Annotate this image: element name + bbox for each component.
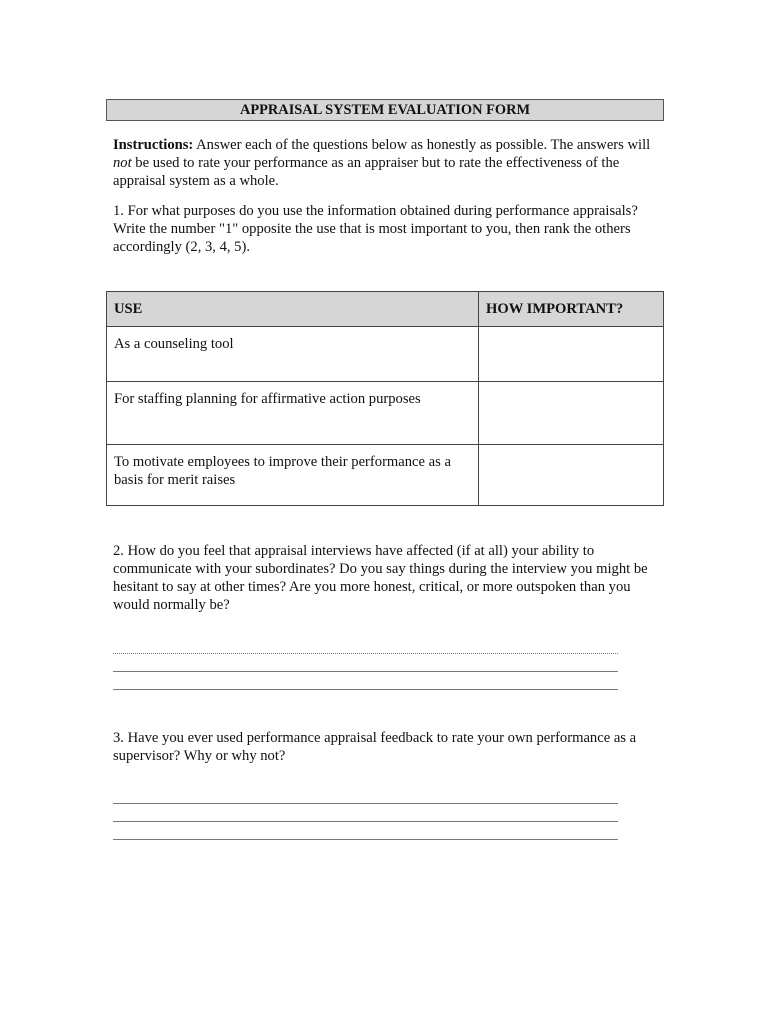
importance-cell[interactable] [479, 382, 664, 445]
column-header-use: USE [107, 292, 479, 327]
answer-line-q3-1[interactable] [113, 803, 618, 804]
column-header-importance: HOW IMPORTANT? [479, 292, 664, 327]
instructions [113, 136, 665, 190]
table-row [107, 445, 664, 506]
use-cell: To motivate employees to improve their performance as a basis for merit raises [107, 445, 479, 506]
table-header-row [107, 292, 664, 327]
instructions-text-b: be used to rate your performance as an appraiser but to rate the effectiveness of the appraisal system as a whole. [113, 155, 620, 189]
form-title: APPRAISAL SYSTEM EVALUATION FORM [106, 99, 664, 121]
answer-line-q3-3[interactable] [113, 839, 618, 840]
table-row [107, 382, 664, 445]
instructions-text-a: Answer each of the questions below as honestly as possible. The answers will [193, 137, 651, 153]
answer-line-q2-2[interactable] [113, 671, 618, 672]
importance-cell[interactable] [479, 445, 664, 506]
table-row [107, 327, 664, 382]
question-3: 3. Have you ever used performance appraisal feedback to rate your own performance as a supervisor? Why or why not? [113, 730, 637, 764]
instructions-emphasis: not [113, 155, 132, 171]
answer-line-q3-2[interactable] [113, 821, 618, 822]
question-2: 2. How do you feel that appraisal interviews have affected (if at all) your ability to communicate with your subordinates? Do you say things during the interview you might be hesitant to say at other times? Are you more honest, critical, or more outspoken than you would normally be? [113, 543, 648, 613]
question-1: 1. For what purposes do you use the information obtained during performance appraisals? Write the number "1" opposite the use that is most important to you, then rank the others accordingly (2, 3, 4, 5). [113, 203, 638, 255]
use-ranking-table [106, 291, 664, 506]
instructions-label: Instructions: [113, 137, 194, 153]
use-cell: As a counseling tool [107, 327, 479, 382]
use-cell: For staffing planning for affirmative action purposes [107, 382, 479, 445]
importance-cell[interactable] [479, 327, 664, 382]
answer-line-q2-1[interactable] [113, 653, 618, 654]
answer-line-q2-3[interactable] [113, 689, 618, 690]
